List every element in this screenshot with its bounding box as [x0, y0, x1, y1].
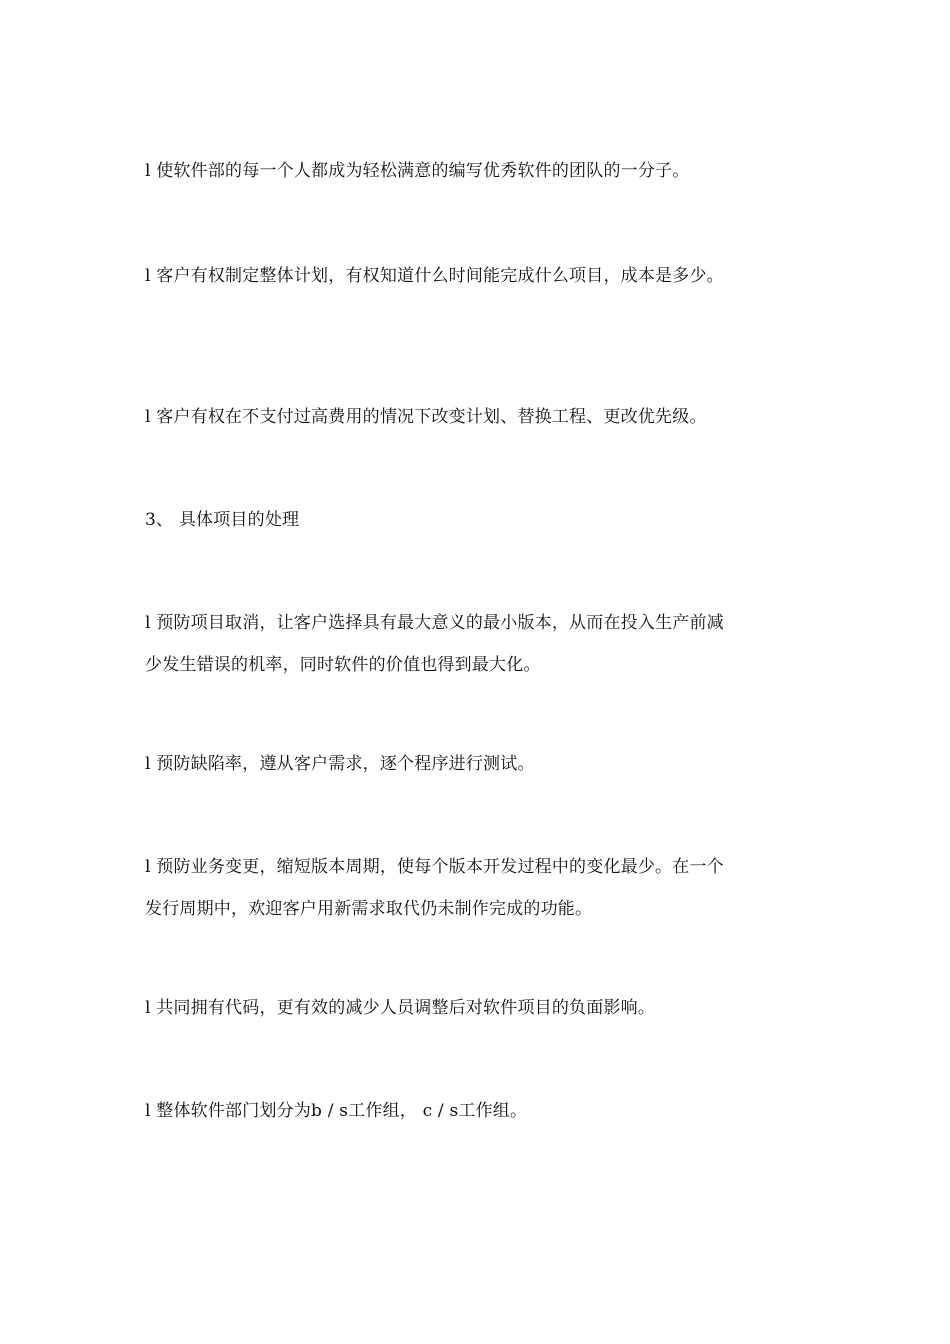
paragraph-customer-plan-rights: [145, 255, 805, 297]
section-heading-text: 3、 具体项目的处理: [145, 510, 300, 530]
paragraph-line: 发行周期中，欢迎客户用新需求取代仍未制作完成的功能。: [145, 899, 593, 919]
paragraph-line: l 预防项目取消，让客户选择具有最大意义的最小版本，从而在投入生产前减: [145, 613, 724, 633]
paragraph-line: l 客户有权在不支付过高费用的情况下改变计划、替换工程、更改优先级。: [145, 407, 707, 427]
paragraph-line: l 共同拥有代码，更有效的减少人员调整后对软件项目的负面影响。: [145, 998, 656, 1018]
paragraph-team-goal: [145, 150, 805, 192]
paragraph-line: l 预防业务变更，缩短版本周期，使每个版本开发过程中的变化最少。在一个: [145, 857, 724, 877]
paragraph-customer-change-rights: [145, 396, 805, 438]
paragraph-line: l 预防缺陷率，遵从客户需求，逐个程序进行测试。: [145, 754, 535, 774]
paragraph-workgroups: [145, 1090, 805, 1132]
paragraph-shared-code: [145, 987, 805, 1029]
paragraph-line: l 整体软件部门划分为b / s工作组， c / s工作组。: [145, 1101, 528, 1121]
paragraph-prevent-defects: [145, 743, 805, 785]
paragraph-line: l 客户有权制定整体计划，有权知道什么时间能完成什么项目，成本是多少。: [145, 266, 724, 286]
paragraph-prevent-business-change: [145, 846, 805, 930]
section-heading: [145, 499, 805, 541]
paragraph-line: l 使软件部的每一个人都成为轻松满意的编写优秀软件的团队的一分子。: [145, 161, 690, 181]
paragraph-line: 少发生错误的机率，同时软件的价值也得到最大化。: [145, 655, 541, 675]
paragraph-prevent-cancellation: [145, 602, 805, 686]
